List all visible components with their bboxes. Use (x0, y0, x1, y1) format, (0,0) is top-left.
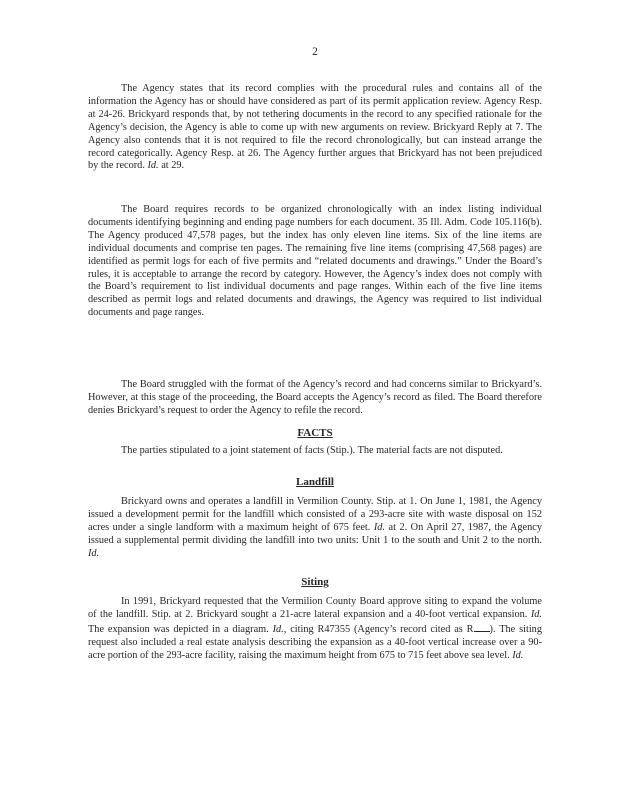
heading-landfill: Landfill (296, 476, 334, 488)
paragraph-text: The Agency states that its record complies with the procedural rules and contains all of the information the Agency has or should have considered as part of its permit application review. Agency Resp. at 24-26. Brickyard responds that, by not tethering documents in the record to any specified rationale for the Agency’s decision, the Agency is able to come up with new arguments on review. Brickyard Reply at 7. The Agency also contends that it is not required to file the record chronologically, but can instead arrange the record categorically. Agency Resp. at 26. The Agency further argues that Brickyard has not been prejudiced by the record. (88, 83, 542, 172)
paragraph-text: at 2. On April 27, 1987, the Agency issued a supplemental permit dividing the landfill into two units: Unit 1 to the south and Unit 2 to the north. (88, 521, 542, 546)
paragraph-text: The parties stipulated to a joint statement of facts (Stip.). The material facts are not disputed. (121, 445, 503, 456)
paragraph-stipulated-facts (88, 445, 542, 458)
citation-id: Id. (88, 547, 100, 559)
heading-siting: Siting (301, 576, 329, 588)
paragraph-agency-record-argument (88, 83, 542, 173)
paragraph-siting (88, 596, 542, 663)
paragraph-text: The expansion was depicted in a diagram. (88, 623, 269, 635)
page-number: 2 (312, 46, 318, 58)
citation-id: Id. (512, 649, 524, 661)
paragraph-text: The Board requires records to be organized chronologically with an index listing individual documents identifying beginning and ending page numbers for each document. 35 Ill. Adm. Code 105.116(b). The Agency produced 47,578 pages, but the index has only eleven line items. Six of the line items are individual documents and comprise ten pages. The remaining five line items (comprising 47,568 pages) are identified as permit logs for each of five permits and “related documents and drawings.” Under the Board’s rules, it is acceptable to arrange the record by category. However, the Agency’s index does not comply with the Board’s requirement to list individual documents and page ranges. Within each of the five line items described as permit logs and related documents and drawings, the Agency was required to list individual documents and page ranges. (88, 204, 542, 319)
citation-id: Id. (147, 160, 159, 172)
record-blank-line (474, 622, 490, 632)
paragraph-landfill (88, 496, 542, 561)
paragraph-text: , citing R47355 (Agency’s record cited as R (283, 623, 474, 635)
paragraph-board-decision (88, 379, 542, 418)
citation-id: Id. (272, 623, 284, 635)
paragraph-text: In 1991, Brickyard requested that the Vermilion County Board approve siting to expand the volume of the landfill. Stip. at 2. Brickyard sought a 21-acre lateral expansion and a 40-foot vertical expansion. (88, 596, 542, 620)
paragraph-text: at 29. (161, 160, 185, 172)
citation-id: Id. (530, 608, 542, 620)
heading-facts: FACTS (297, 427, 333, 439)
paragraph-text: The Board struggled with the format of the Agency’s record and had concerns similar to Brickyard’s. However, at this stage of the proceeding, the Board accepts the Agency’s record as filed. The Board therefore denies Brickyard’s request to order the Agency to refile the record. (88, 379, 542, 416)
paragraph-board-requirements (88, 204, 542, 320)
paragraph-text: Brickyard owns and operates a landfill in Vermilion County. Stip. at 1. On June 1, 1981, the Agency issued a development permit for the landfill which consisted of a 293-acre site with waste disposal on 152 acres under a single landform with a maximum height of 675 feet. (88, 496, 542, 533)
paragraph-text: ). The siting request also included a real estate analysis describing the expansion as a 40-foot vertical increase over a 90-acre portion of the 293-acre facility, raising the maximum height from 675 to 715 feet above sea level. (88, 623, 542, 661)
citation-id: Id. (373, 521, 386, 533)
